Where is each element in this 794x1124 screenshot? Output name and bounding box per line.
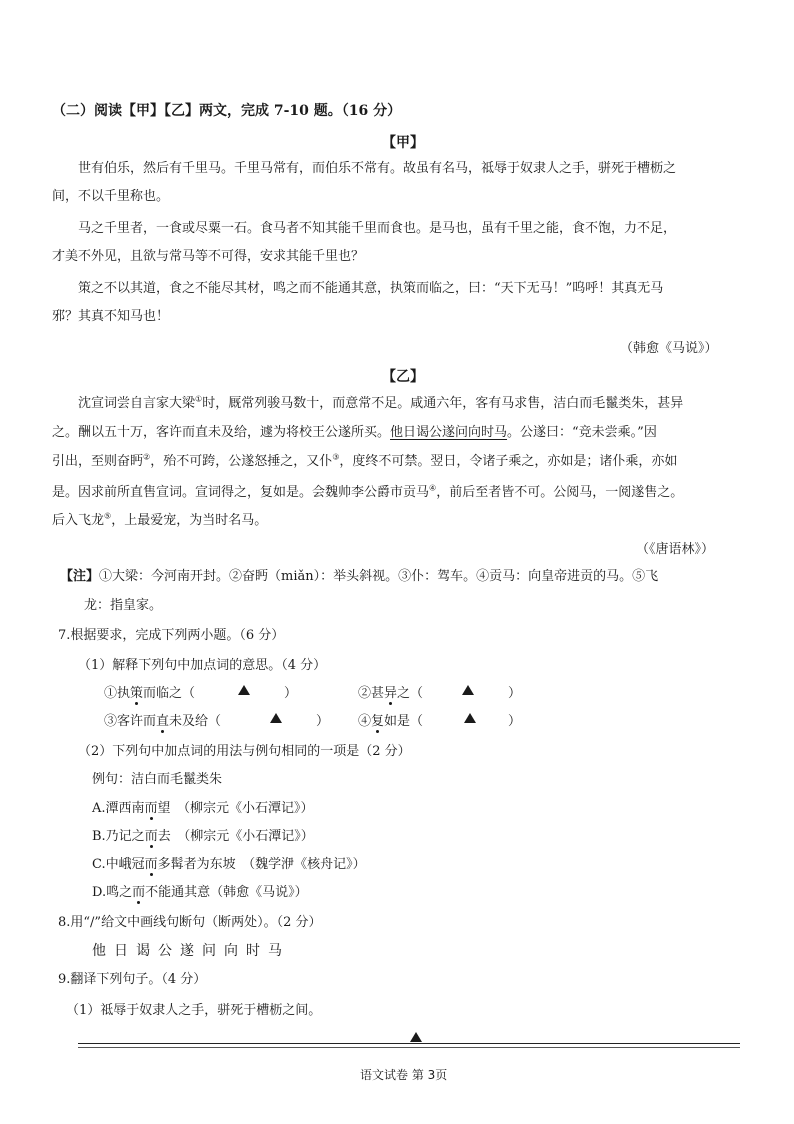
option-d-post: 不能通其意（韩愈《马说》）: [145, 885, 308, 900]
jia-paragraph-2-line-1: 马之千里者，一食或尽粟一石。食马者不知其能千里而食也。是马也，虽有千里之能，食不饱，力不足，: [78, 221, 677, 236]
yi-line-5-pre: 后入飞龙: [52, 513, 105, 528]
q7-example-pre: 例句：洁白: [92, 772, 158, 787]
option-b-post: 去 （柳宗元《小石潭记》）: [157, 829, 314, 844]
underlined-sentence: 他日谒公遂问向时马: [390, 425, 508, 440]
option-a-dotted-word: 而: [144, 801, 158, 816]
yi-line-4-pre: 是。因求前所直售宣词。宣词得之，复如是。会魏帅李公爵市贡马: [52, 485, 430, 500]
notes-text-1: ①大梁：今河南开封。②奋眄（miǎn）：举头斜视。③仆：驾车。④贡马：向皇帝进贡的马。⑤飞: [99, 569, 659, 584]
yi-source: （《唐语林》）: [636, 542, 715, 557]
yi-line-2-post: 。公遂曰：“竞未尝乘。”因: [507, 425, 657, 440]
option-c-pre: C.中峨冠: [92, 857, 145, 872]
q7-item-a: [104, 682, 195, 701]
option-a-pre: A.潭西南: [92, 801, 145, 816]
footnote-mark-1: ①: [195, 394, 203, 404]
answer-triangle-icon: [462, 685, 474, 695]
option-b-pre: B.乃记之: [92, 829, 145, 844]
q7-item-a-dotted-word: 策: [130, 686, 144, 701]
footnote-mark-4: ④: [429, 483, 437, 493]
yi-line-4-post: ，前后至者皆不可。公阅马，一阅遂售之。: [436, 485, 684, 500]
q7-example: [92, 768, 222, 787]
option-d-dotted-word: 而: [132, 885, 146, 900]
q7-item-b-close: ）: [508, 686, 522, 701]
q7-item-a-close: ）: [284, 686, 298, 701]
q7-item-d: [358, 710, 423, 729]
option-d-pre: D.鸣之: [92, 885, 133, 900]
q7-item-c-post: 未及给（: [169, 714, 222, 729]
q7-item-b-dotted-word: 异: [384, 686, 398, 701]
notes-line-1: [60, 565, 658, 584]
q7-item-b-post: 之（: [397, 686, 424, 701]
q7-item-c-dotted-word: 直: [156, 714, 170, 729]
q7-item-b: [358, 682, 423, 701]
yi-line-2: [52, 421, 657, 440]
yi-line-1-post: 时，厩常列骏马数十，而意常不足。咸通六年，客有马求售，洁白而毛鬣类朱，甚异: [202, 396, 684, 411]
jia-paragraph-2-line-2: 才美不外见，且欲与常马等不可得，安求其能千里也？: [52, 249, 365, 264]
option-a[interactable]: [92, 797, 314, 816]
answer-triangle-icon: [464, 713, 476, 723]
q7-item-a-pre: ①执: [104, 686, 131, 701]
option-b-dotted-word: 而: [144, 829, 158, 844]
q7-item-c: [104, 710, 221, 729]
notes-line-2: 龙：指皇家。: [84, 598, 163, 613]
jia-paragraph-1-line-2: 间，不以千里称也。: [52, 189, 170, 204]
jia-paragraph-1-line-1: 世有伯乐，然后有千里马。千里马常有，而伯乐不常有。故虽有名马，祗辱于奴隶人之手，骈死于槽枥之: [78, 161, 677, 176]
yi-line-1-pre: 沈宣词尝自言家大梁: [78, 396, 196, 411]
option-c[interactable]: [92, 853, 366, 872]
yi-line-5-post: ，上最爱宠，为当时名马。: [111, 513, 268, 528]
yi-line-5: [52, 509, 267, 528]
yi-line-1: [78, 392, 683, 411]
q7-example-word: 而: [157, 772, 171, 787]
yi-line-3-post: ，度终不可禁。翌日，令诸子乘之，亦如是；诸仆乘，亦如: [339, 454, 678, 469]
question-9-sub-1: （1）祗辱于奴隶人之手，骈死于槽枥之间。: [66, 1003, 322, 1018]
footnote-mark-5: ⑤: [104, 511, 112, 521]
q7-item-d-pre: ④: [358, 714, 372, 729]
option-d[interactable]: [92, 881, 308, 900]
jia-source: （韩愈《马说》）: [620, 341, 718, 356]
section-title: （二）阅读【甲】【乙】两文，完成 7-10 题。（16 分）: [52, 103, 402, 119]
question-7-sub-2: （2）下列句中加点词的用法与例句相同的一项是（2 分）: [78, 744, 411, 759]
q7-item-d-dotted-word: 复: [371, 714, 385, 729]
footer-rule-thin: [78, 1047, 740, 1048]
option-c-dotted-word: 而: [144, 857, 158, 872]
q7-item-c-close: ）: [316, 714, 330, 729]
q7-item-d-post: 如是（: [384, 714, 424, 729]
footnote-mark-3: ③: [332, 452, 340, 462]
footnote-mark-2: ②: [143, 452, 151, 462]
question-7-sub-1: （1）解释下列句中加点词的意思。（4 分）: [78, 658, 327, 673]
yi-line-4: [52, 481, 683, 500]
option-b[interactable]: [92, 825, 314, 844]
continuation-triangle-icon: [410, 1032, 422, 1042]
q7-item-a-post: 而临之（: [143, 686, 196, 701]
option-a-post: 望 （柳宗元《小石潭记》）: [157, 801, 314, 816]
footer-rule: [78, 1043, 740, 1044]
question-8-stem: 8.用“/”给文中画线句断句（断两处）。（2 分）: [58, 915, 322, 930]
question-9-stem: 9.翻译下列句子。（4 分）: [58, 972, 207, 987]
jia-paragraph-3-line-2: 邪？其真不知马也！: [52, 309, 170, 324]
option-c-post: 多髯者为东坡 （魏学洢《核舟记》）: [157, 857, 366, 872]
q7-item-d-close: ）: [508, 714, 522, 729]
q7-example-post: 毛鬣类朱: [170, 772, 223, 787]
question-8-sentence: 他日谒公遂问向时马: [92, 943, 290, 959]
yi-line-3-pre: 引出，至则奋眄: [52, 454, 144, 469]
yi-line-3-mid: ，殆不可跨，公遂怒捶之，又仆: [150, 454, 333, 469]
yi-line-3: [52, 450, 677, 469]
jia-heading: 【甲】: [382, 135, 424, 151]
notes-label: 【注】: [60, 569, 100, 584]
yi-line-2-pre: 之。酬以五十万，客许而直未及给，遽为将校王公遂所买。: [52, 425, 391, 440]
page-number: 语文试卷 第 3页: [360, 1068, 448, 1082]
q7-item-c-pre: ③客许而: [104, 714, 157, 729]
yi-heading: 【乙】: [382, 369, 424, 385]
jia-paragraph-3-line-1: 策之不以其道，食之不能尽其材，鸣之而不能通其意，执策而临之，曰：“天下无马！”呜呼！其真无马: [78, 281, 664, 296]
q7-item-b-pre: ②甚: [358, 686, 385, 701]
answer-triangle-icon: [238, 685, 250, 695]
question-7-stem: 7.根据要求，完成下列两小题。（6 分）: [58, 628, 285, 643]
answer-triangle-icon: [270, 713, 282, 723]
